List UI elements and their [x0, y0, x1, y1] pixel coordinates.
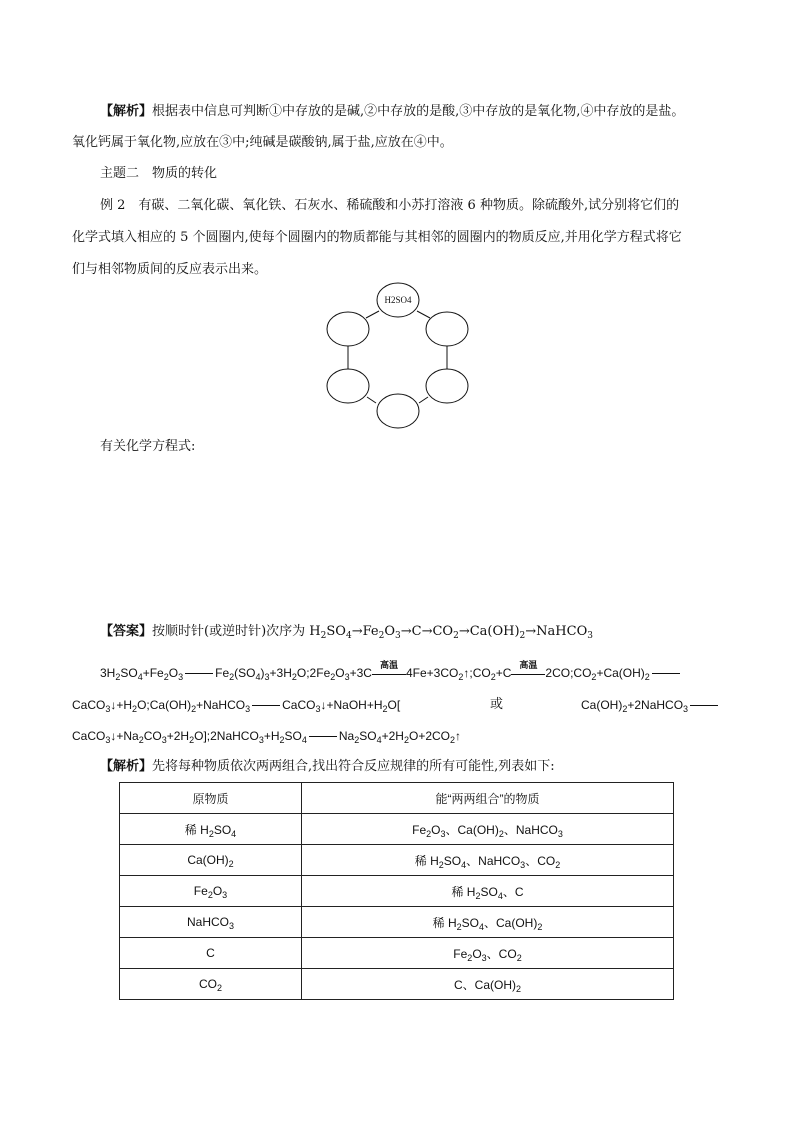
table-cell: $Ca(OH)_2$ — [120, 845, 302, 876]
example-2-line-3: 们与相邻物质间的反应表示出来。 — [72, 262, 268, 277]
analysis-2-line — [100, 757, 555, 777]
analysis-tag: 【解析】 — [100, 104, 153, 119]
link-line — [417, 311, 430, 318]
analysis-1-text: 根据表中信息可判断①中存放的是碱,②中存放的是酸,③中存放的是氧化物,④中存放的是盐。 — [152, 104, 685, 119]
table-cell: $Fe_2O_3$ — [120, 876, 302, 907]
high-temp-arrow: 高温 — [511, 667, 545, 681]
table-row — [120, 969, 674, 1000]
analysis-1-line-2: 氧化钙属于氧化物,应放在③中;纯碱是碳酸钠,属于盐,应放在④中。 — [72, 135, 453, 150]
table-cell: NaHCO$_3$ — [120, 907, 302, 938]
circle-lower-right — [426, 369, 468, 403]
substance-table — [119, 782, 674, 1000]
circle-upper-left — [327, 312, 369, 346]
answer-tag: 【答案】 — [100, 624, 153, 639]
table-cell: 稀 $H_2SO_4$、$Ca(OH)_2$ — [302, 907, 674, 938]
equation-line-1: $3H_2SO_4+Fe_2O_3$ $Fe_2(SO_4)_3+3H_2O;2Fe_2O_3+3C$ 高温 $4Fe+3CO_2↑;CO_2+C$ 高温 $2CO;CO_2+Ca(OH)_2$ — [100, 663, 682, 683]
table-cell: C、$Ca(OH)_2$ — [302, 969, 674, 1000]
table-row — [120, 814, 674, 845]
table-cell: 稀 $H_2SO_4$、NaHCO$_3$、$CO_2$ — [302, 845, 674, 876]
circle-diagram — [322, 282, 482, 432]
high-temp-arrow: 高温 — [372, 667, 406, 681]
table-cell: C — [120, 938, 302, 969]
example-2-line-1: 例 2 有碳、二氧化碳、氧化铁、石灰水、稀硫酸和小苏打溶液 6 种物质。除硫酸外,试分别将它们的 — [100, 198, 680, 213]
table-cell: 稀 $H_2SO_4$ — [120, 814, 302, 845]
link-line — [366, 311, 379, 318]
table-row — [120, 938, 674, 969]
link-line — [367, 397, 376, 403]
example-2-line-2: 化学式填入相应的 5 个圆圈内,使每个圆圈内的物质都能与其相邻的圆圈内的物质反应,并用化学方程式将它 — [72, 230, 682, 245]
analysis-2-text: 先将每种物质依次两两组合,找出符合反应规律的所有可能性,列表如下: — [152, 759, 555, 774]
table-header-cell: 能“两两组合”的物质 — [302, 783, 674, 814]
equation-or: 或 — [490, 697, 504, 712]
table-cell: 稀 $H_2SO_4$、C — [302, 876, 674, 907]
table-row — [120, 845, 674, 876]
circle-upper-right — [426, 312, 468, 346]
table-cell: $Fe_2O_3$、$Ca(OH)_2$、NaHCO$_3$ — [302, 814, 674, 845]
answer-order: 按顺时针(或逆时针)次序为 $H_2SO_4\to Fe_2O_3\to C\to CO_2\to Ca(OH)_2\to NaHCO_3$ — [152, 624, 593, 641]
equations-label: 有关化学方程式: — [100, 439, 196, 454]
table-row — [120, 907, 674, 938]
analysis-1-line-1 — [100, 102, 684, 122]
table-header-cell: 原物质 — [120, 783, 302, 814]
equation-line-2b: $Ca(OH)_2+2NaHCO_3$ — [581, 695, 720, 715]
table-row — [120, 876, 674, 907]
circle-lower-left — [327, 369, 369, 403]
table-cell: $Fe_2O_3$、$CO_2$ — [302, 938, 674, 969]
equation-line-3: $CaCO_3↓+Na_2CO_3+2H_2O];2NaHCO_3+H_2SO_4$ $Na_2SO_4+2H_2O+2CO_2↑$ — [72, 729, 462, 745]
circle-bottom — [377, 394, 419, 428]
analysis-tag: 【解析】 — [100, 759, 153, 774]
link-line — [419, 397, 428, 403]
equation-line-2a: $CaCO_3↓+H_2O;Ca(OH)_2+NaHCO_3$ $CaCO_3↓+NaOH+H_2O$[ — [72, 698, 401, 714]
answer-line — [100, 622, 593, 642]
topic-heading: 主题二 物质的转化 — [100, 166, 218, 181]
table-cell: $CO_2$ — [120, 969, 302, 1000]
table-header-row — [120, 783, 674, 814]
circle-top-label: H2SO4 — [384, 295, 412, 305]
